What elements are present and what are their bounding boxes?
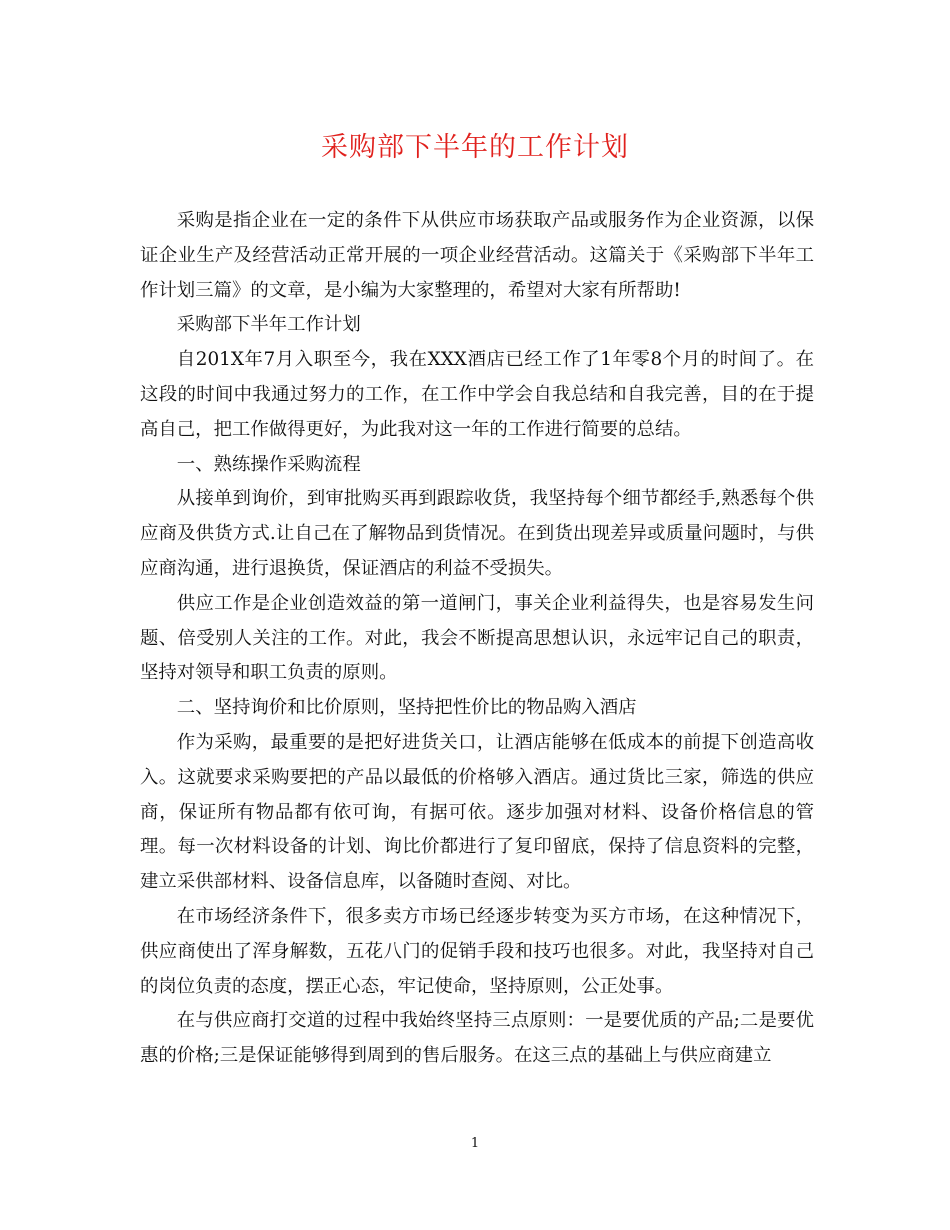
section-heading: 一、熟练操作采购流程 (176, 453, 361, 475)
section-heading: 采购部下半年工作计划 (176, 314, 361, 336)
paragraph: 供应工作是企业创造效益的第一道闸门，事关企业利益得失，也是容易发生问题、倍受别人关注的工作。对此，我会不断提高思想认识，永远牢记自己的职责，坚持对领导和职工负责的原则。 (140, 592, 814, 684)
paragraph: 采购是指企业在一定的条件下从供应市场获取产品或服务作为企业资源，以保证企业生产及经营活动正常开展的一项企业经营活动。这篇关于《采购部下半年工作计划三篇》的文章，是小编为大家整理的，希望对大家有所帮助! (140, 210, 814, 301)
page-number: 1 (470, 1136, 480, 1151)
paragraph: 作为采购，最重要的是把好进货关口，让酒店能够在低成本的前提下创造高收入。这就要求采购要把的产品以最低的价格够入酒店。通过货比三家，筛选的供应商，保证所有物品都有依可询，有据可依。逐步加强对材料、设备价格信息的管理。每一次材料设备的计划、询比价都进行了复印留底，保持了信息资料的完整，建立采供部材料、设备信息库，以备随时查阅、对比。 (140, 731, 814, 893)
section-heading: 二、坚持询价和比价原则，坚持把性价比的物品购入酒店 (176, 697, 637, 719)
paragraph: 在与供应商打交道的过程中我始终坚持三点原则：一是要优质的产品;二是要优惠的价格;三是保证能够得到周到的售后服务。在这三点的基础上与供应商建立 (140, 1010, 814, 1067)
document-body (140, 204, 814, 1074)
paragraph: 从接单到询价，到审批购买再到跟踪收货，我坚持每个细节都经手,熟悉每个供应商及供货方式.让自己在了解物品到货情况。在到货出现差异或质量问题时，与供应商沟通，进行退换货，保证酒店的利益不受损失。 (140, 488, 814, 579)
document-title: 采购部下半年的工作计划 (321, 132, 629, 163)
paragraph: 自201X年7月入职至今，我在XXX酒店已经工作了1年零8个月的时间了。在这段的时间中我通过努力的工作，在工作中学会自我总结和自我完善，目的在于提高自己，把工作做得更好，为此我对这一年的工作进行简要的总结。 (140, 349, 814, 440)
paragraph: 在市场经济条件下，很多卖方市场已经逐步转变为买方市场，在这种情况下，供应商使出了浑身解数，五花八门的促销手段和技巧也很多。对此，我坚持对自己的岗位负责的态度，摆正心态，牢记使命，坚持原则，公正处事。 (140, 905, 814, 997)
